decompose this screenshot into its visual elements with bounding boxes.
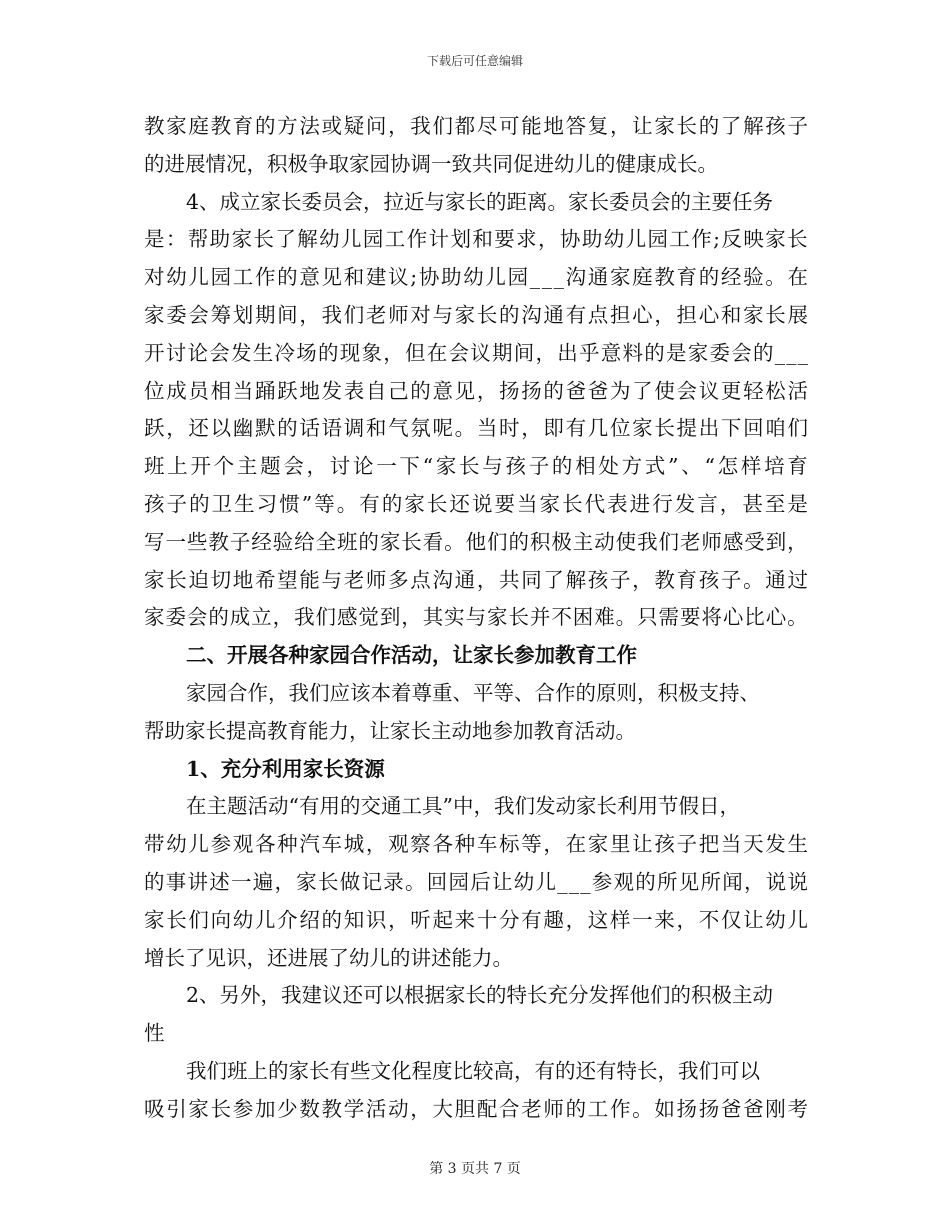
page-header: 下载后可任意编辑	[426, 54, 523, 68]
paragraph-line: 家 长 迫 切 地 希 望 能 与 老 师 多 点 沟 通 ， 共 同 了 解 孩 子 ， 教 育 孩 子 。 通 过	[144, 567, 808, 592]
document-body	[144, 108, 808, 1129]
paragraph-line: 的进展情况，积极争取家园协调一致共同促进幼儿的健康成长。	[144, 151, 718, 176]
paragraph-line: 性	[144, 1021, 165, 1046]
paragraph-line: 4、成立家长委员会，拉近与家长的距离。家长委员会的主要任务	[186, 189, 774, 214]
paragraph-line: 家 委 会 筹 划 期 间 ， 我 们 老 师 对 与 家 长 的 沟 通 有 点 担 心 ， 担 心 和 家 长 展	[144, 302, 808, 327]
paragraph-line: 我们班上的家长有些文化程度比较高，有的还有特长，我们可以	[186, 1058, 760, 1083]
paragraph-line: 写 一 些 教 子 经 验 给 全 班 的 家 长 看 。 他 们 的 积 极 主 动 使 我 们 老 师 感 受 到 ，	[144, 529, 808, 554]
paragraph-line: 增长了见识，还进展了幼儿的讲述能力。	[144, 945, 513, 970]
paragraph-line: 家园合作，我们应该本着尊重、平等、合作的原则，积极支持、	[186, 680, 760, 705]
paragraph-line: 带 幼 儿 参 观 各 种 汽 车 城 ， 观 察 各 种 车 标 等 ， 在 家 里 让 孩 子 把 当 天 发 生	[144, 832, 808, 857]
paragraph-line: 开 讨 论 会 发 生 冷 场 的 现 象 ， 但 在 会 议 期 间 ， 出 乎 意 料 的 是 家 委 会 的 _ _ _	[144, 340, 808, 365]
paragraph-line: 在主题活动“有用的交通工具”中，我们发动家长利用节假日，	[186, 794, 740, 819]
paragraph-line: 家 委 会 的 成 立 ， 我 们 感 觉 到 ， 其 实 与 家 长 并 不 困 难 。 只 需 要 将 心 比 心 。	[144, 605, 808, 630]
paragraph-line: 2、另外，我建议还可以根据家长的特长充分发挥他们的积极主动	[186, 983, 774, 1008]
subsection-heading: 1、充分利用家长资源	[186, 756, 385, 781]
paragraph-line: 家 长 们 向 幼 儿 介 绍 的 知 识 ， 听 起 来 十 分 有 趣 ， 这 样 一 来 ， 不 仅 让 幼 儿	[144, 907, 808, 932]
paragraph-line: 跃 ， 还 以 幽 默 的 话 语 调 和 气 氛 呢 。 当 时 ， 即 有 几 位 家 长 提 出 下 回 咱 们	[144, 416, 808, 441]
paragraph-line: 对 幼 儿 园 工 作 的 意 见 和 建 议 ; 协 助 幼 儿 园 _ _ _ 沟 通 家 庭 教 育 的 经 验 。 在	[144, 265, 808, 290]
paragraph-line: 的 事 讲 述 一 遍 ， 家 长 做 记 录 。 回 园 后 让 幼 儿 _ _ _ 参 观 的 所 见 所 闻 ， 说 说	[144, 869, 808, 894]
paragraph-line: 帮助家长提高教育能力，让家长主动地参加教育活动。	[144, 718, 636, 743]
paragraph-line: 吸 引 家 长 参 加 少 数 教 学 活 动 ， 大 胆 配 合 老 师 的 工 作 。 如 扬 扬 爸 爸 刚 考	[144, 1096, 808, 1121]
paragraph-line: 班 上 开 个 主 题 会 ， 讨 论 一 下 “ 家 长 与 孩 子 的 相 处 方 式 ” 、 “ 怎 样 培 育	[144, 454, 808, 479]
paragraph-line: 位 成 员 相 当 踊 跃 地 发 表 自 己 的 意 见 ， 扬 扬 的 爸 爸 为 了 使 会 议 更 轻 松 活	[144, 378, 808, 403]
paragraph-line: 教 家 庭 教 育 的 方 法 或 疑 问 ， 我 们 都 尽 可 能 地 答 复 ， 让 家 长 的 了 解 孩 子	[144, 114, 808, 138]
section-heading: 二、开展各种家园合作活动，让家长参加教育工作	[186, 643, 637, 668]
page-footer: 第 3 页共 7 页	[429, 1161, 521, 1177]
paragraph-line: 孩 子 的 卫 生 习 惯 ” 等 。 有 的 家 长 还 说 要 当 家 长 代 表 进 行 发 言 ， 甚 至 是	[144, 491, 808, 516]
paragraph-line: 是 ： 帮 助 家 长 了 解 幼 儿 园 工 作 计 划 和 要 求 ， 协 助 幼 儿 园 工 作 ; 反 映 家 长	[144, 227, 808, 252]
